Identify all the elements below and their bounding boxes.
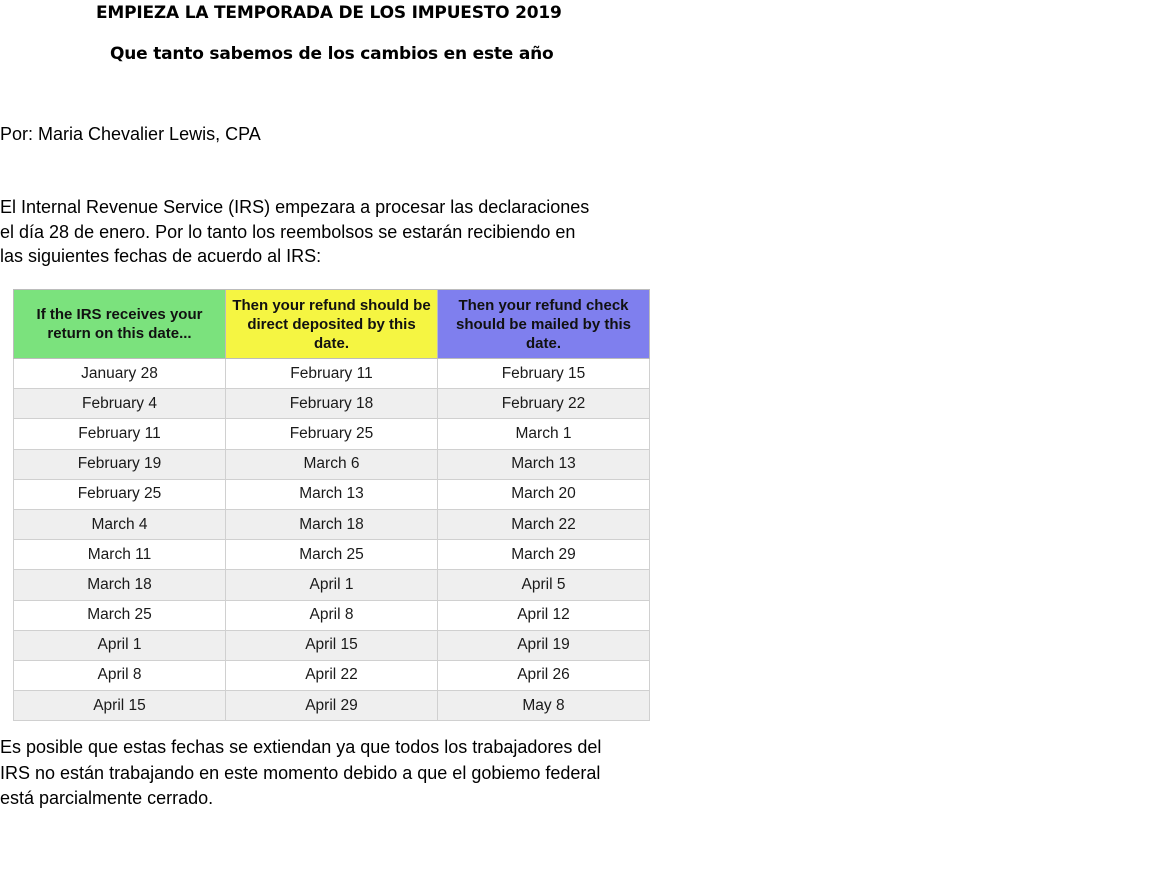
header-check-mailed: Then your refund check should be mailed by this date. [438,290,650,359]
closing-line: está parcialmente cerrado. [0,788,214,808]
cell-mailed-date: April 12 [438,600,650,630]
cell-deposit-date: February 25 [226,419,438,449]
refund-schedule-table [13,289,650,721]
table-row [14,660,650,690]
cell-received-date: March 11 [14,540,226,570]
cell-mailed-date: March 20 [438,479,650,509]
table-body [14,359,650,721]
table-row [14,540,650,570]
table-row [14,479,650,509]
cell-mailed-date: April 5 [438,570,650,600]
cell-received-date: February 11 [14,419,226,449]
cell-received-date: February 19 [14,449,226,479]
cell-deposit-date: April 15 [226,630,438,660]
cell-received-date: April 15 [14,691,226,721]
cell-deposit-date: February 11 [226,359,438,389]
cell-mailed-date: May 8 [438,691,650,721]
cell-deposit-date: March 25 [226,540,438,570]
cell-received-date: April 1 [14,630,226,660]
document-subtitle: Que tanto sabemos de los cambios en este año [110,44,554,64]
header-direct-deposit: Then your refund should be direct deposited by this date. [226,290,438,359]
header-irs-receives: If the IRS receives your return on this date... [14,290,226,359]
cell-mailed-date: March 29 [438,540,650,570]
cell-deposit-date: March 18 [226,509,438,539]
closing-line: Es posible que estas fechas se extiendan ya que todos los trabajadores del [0,737,602,757]
intro-paragraph [0,195,660,269]
document-title: EMPIEZA LA TEMPORADA DE LOS IMPUESTO 2019 [96,3,562,23]
cell-received-date: March 25 [14,600,226,630]
cell-deposit-date: April 29 [226,691,438,721]
author-byline: Por: Maria Chevalier Lewis, CPA [0,124,261,144]
cell-mailed-date: February 22 [438,389,650,419]
cell-received-date: March 4 [14,509,226,539]
table-row [14,449,650,479]
cell-deposit-date: April 22 [226,660,438,690]
closing-paragraph [0,735,670,812]
cell-deposit-date: April 8 [226,600,438,630]
cell-received-date: February 25 [14,479,226,509]
cell-received-date: January 28 [14,359,226,389]
cell-mailed-date: April 19 [438,630,650,660]
cell-deposit-date: March 13 [226,479,438,509]
cell-mailed-date: March 1 [438,419,650,449]
intro-line: el día 28 de enero. Por lo tanto los reembolsos se estarán recibiendo en [0,221,576,242]
cell-deposit-date: March 6 [226,449,438,479]
cell-mailed-date: March 13 [438,449,650,479]
cell-deposit-date: February 18 [226,389,438,419]
cell-received-date: February 4 [14,389,226,419]
cell-mailed-date: March 22 [438,509,650,539]
table-header-row [14,290,650,359]
cell-mailed-date: April 26 [438,660,650,690]
cell-deposit-date: April 1 [226,570,438,600]
intro-line: El Internal Revenue Service (IRS) empezara a procesar las declaraciones [0,197,590,217]
cell-received-date: April 8 [14,660,226,690]
table-row [14,509,650,539]
table-row [14,691,650,721]
table-row [14,570,650,600]
table-row [14,600,650,630]
table-row [14,389,650,419]
cell-received-date: March 18 [14,570,226,600]
closing-line: IRS no están trabajando en este momento debido a que el gobiemo federal [0,762,601,783]
table-row [14,630,650,660]
cell-mailed-date: February 15 [438,359,650,389]
table-row [14,419,650,449]
intro-line: las siguientes fechas de acuerdo al IRS: [0,246,322,266]
table-row [14,359,650,389]
